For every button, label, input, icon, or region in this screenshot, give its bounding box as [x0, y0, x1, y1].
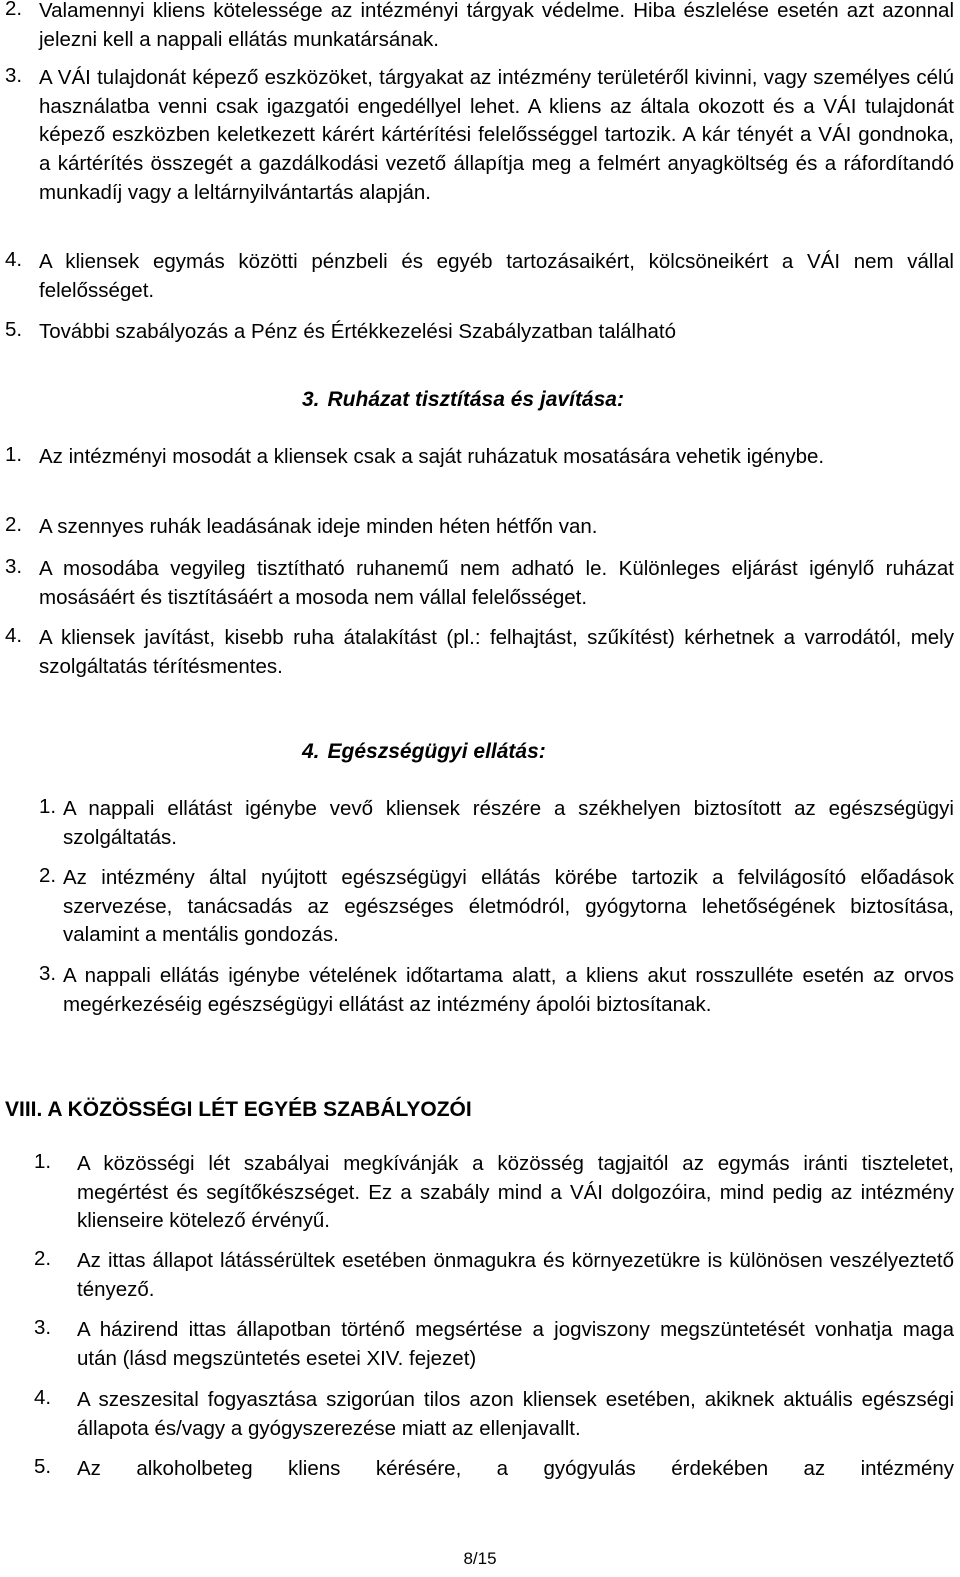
- item-text: A házirend ittas állapotban történő megsértése a jogviszony megszüntetését vonhatja maga után (lásd megszüntetés esetei XIV. fejezet): [77, 1318, 954, 1370]
- item-number: 5.: [34, 1455, 52, 1478]
- item-text: A nappali ellátás igénybe vételének időtartama alatt, a kliens akut rosszulléte esetén az orvos megérkezéséig egészségügyi ellátást az intézmény ápolói biztosítanak.: [63, 964, 954, 1016]
- item-text: Az intézmény által nyújtott egészségügyi ellátás körébe tartozik a felvilágosító előadások szervezése, tanácsadás az egészséges életmódról, gyógytorna lehetőségének biztosítása, valamint a mentális gondozás.: [63, 866, 954, 947]
- list-item: [34, 1455, 954, 1484]
- page-number: 8/15: [463, 1549, 497, 1568]
- item-text: A kliensek javítást, kisebb ruha átalakítást (pl.: felhajtást, szűkítést) kérhetnek a varrodától, mely szolgáltatás térítésmentes.: [39, 626, 954, 678]
- item-number: 5.: [5, 318, 23, 341]
- item-text: Valamennyi kliens kötelessége az intézményi tárgyak védelme. Hiba észlelése esetén azt azonnal jelezni kell a nappali ellátás munkatársának.: [39, 0, 954, 51]
- section-title: Ruházat tisztítása és javítása:: [327, 388, 624, 411]
- item-text: Az ittas állapot látássérültek esetében önmagukra és környezetükre is különösen veszélyeztető tényező.: [77, 1249, 954, 1301]
- item-text: A VÁI tulajdonát képező eszközöket, tárgyakat az intézmény területéről kivinni, vagy személyes célú használatba venni csak igazgatói engedéllyel lehet. A kliens az általa okozott és a VÁI tulajdonát képező eszközben keletkezett kárért kártérítési felelősséggel tartozik. A kár tényét a VÁI gondnoka, a kártérítés összegét a gazdálkodási vezető állapítja meg a felmért anyagköltség és a ráfordítandó munkadíj vagy a leltárnyilvántartás alapján.: [39, 66, 954, 204]
- list-item: [5, 248, 954, 305]
- list-item: [5, 555, 954, 612]
- section-number: 3.: [302, 388, 320, 411]
- list-item: [5, 318, 954, 347]
- item-number: 3.: [5, 555, 23, 578]
- item-number: 2.: [39, 864, 57, 887]
- section-heading: [302, 388, 624, 412]
- list-item: [34, 1316, 954, 1373]
- list-item: [5, 64, 954, 208]
- item-number: 2.: [5, 513, 23, 536]
- item-text: A kliensek egymás közötti pénzbeli és egyéb tartozásaikért, kölcsöneikért a VÁI nem vállal felelősséget.: [39, 250, 954, 302]
- item-number: 4.: [34, 1386, 52, 1409]
- item-text: További szabályozás a Pénz és Értékkezelési Szabályzatban található: [39, 320, 677, 343]
- item-number: 1.: [5, 443, 23, 466]
- item-number: 2.: [5, 0, 23, 20]
- list-item: [5, 443, 954, 472]
- item-number: 1.: [39, 795, 57, 818]
- list-item: [39, 795, 954, 852]
- section-heading: [302, 740, 546, 764]
- list-item: [39, 864, 954, 950]
- item-number: 4.: [5, 624, 23, 647]
- list-item: [34, 1386, 954, 1443]
- list-item: [5, 513, 954, 542]
- item-number: 3.: [5, 64, 23, 87]
- list-item: [34, 1150, 954, 1236]
- section-number: 4.: [302, 740, 320, 763]
- list-item: [34, 1247, 954, 1304]
- item-number: 1.: [34, 1150, 52, 1173]
- item-number: 2.: [34, 1247, 52, 1270]
- item-number: 3.: [34, 1316, 52, 1339]
- item-number: 4.: [5, 248, 23, 271]
- item-text: A szeszesital fogyasztása szigorúan tilos azon kliensek esetében, akiknek aktuális egészségi állapota és/vagy a gyógyszerezése miatt az ellenjavallt.: [77, 1388, 954, 1440]
- item-text: A nappali ellátást igénybe vevő kliensek részére a székhelyen biztosított az egészségügyi szolgáltatás.: [63, 797, 954, 849]
- item-text: Az intézményi mosodát a kliensek csak a saját ruházatuk mosatására vehetik igénybe.: [39, 445, 825, 468]
- list-item: [39, 962, 954, 1019]
- list-item: [5, 624, 954, 681]
- item-number: 3.: [39, 962, 57, 985]
- section-title: Egészségügyi ellátás:: [327, 740, 546, 763]
- item-text: A mosodába vegyileg tisztítható ruhanemű nem adható le. Különleges eljárást igénylő ruházat mosásáért és tisztításáért a mosoda nem vállal felelősséget.: [39, 557, 954, 609]
- item-text: Az alkoholbeteg kliens kérésére, a gyógyulás érdekében az intézmény: [77, 1457, 954, 1480]
- list-item: [5, 0, 954, 54]
- item-text: A közösségi lét szabályai megkívánják a közösség tagjaitól az egymás iránti tiszteletet, megértést és segítőkészséget. Ez a szabály mind a VÁI dolgozóira, mind pedig az intézmény klienseire kötelező érvényű.: [77, 1152, 954, 1233]
- chapter-title: VIII. A KÖZÖSSÉGI LÉT EGYÉB SZABÁLYOZÓI: [5, 1098, 472, 1121]
- item-text: A szennyes ruhák leadásának ideje minden héten hétfőn van.: [39, 515, 598, 538]
